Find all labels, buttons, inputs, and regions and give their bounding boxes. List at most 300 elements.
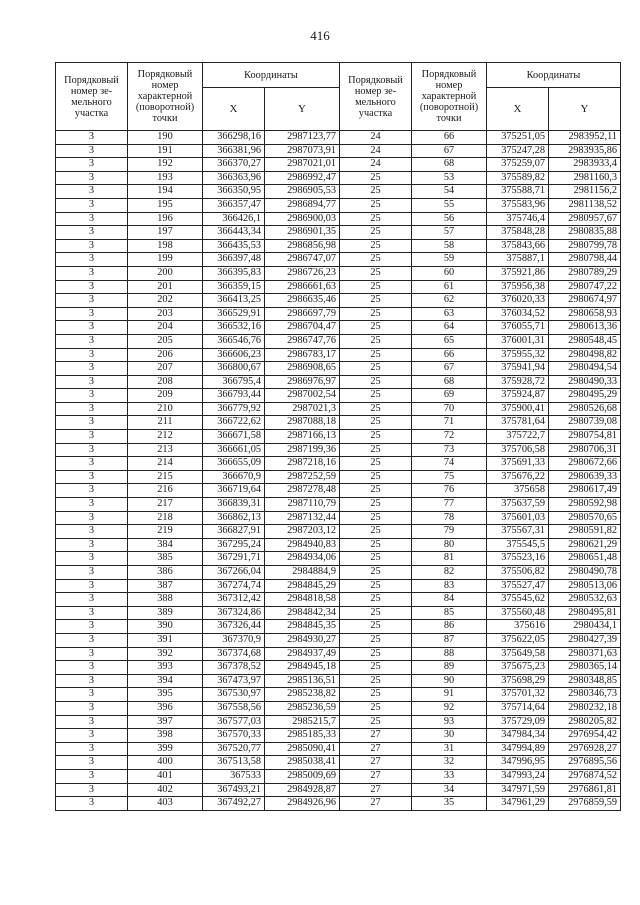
cell-x: 366719,64 <box>203 484 265 498</box>
cell-x-2: 347961,29 <box>487 797 549 811</box>
cell-x-2: 347984,34 <box>487 729 549 743</box>
cell-x: 367473,97 <box>203 674 265 688</box>
cell-point-no: 395 <box>128 688 203 702</box>
table-row <box>56 443 621 457</box>
cell-parcel-no: 3 <box>56 797 128 811</box>
cell-x-2: 375601,03 <box>487 511 549 525</box>
header-y-2: Y <box>549 88 621 131</box>
cell-point-no: 397 <box>128 715 203 729</box>
cell-y: 2986635,46 <box>265 294 340 308</box>
table-row <box>56 470 621 484</box>
cell-parcel-no-2: 24 <box>340 144 412 158</box>
cell-point-no: 384 <box>128 538 203 552</box>
cell-y-2: 2980490,33 <box>549 375 621 389</box>
cell-y: 2985185,33 <box>265 729 340 743</box>
cell-x: 366350,95 <box>203 185 265 199</box>
cell-point-no-2: 66 <box>412 348 487 362</box>
cell-x: 366839,31 <box>203 498 265 512</box>
cell-y-2: 2976859,59 <box>549 797 621 811</box>
cell-y-2: 2980526,68 <box>549 402 621 416</box>
cell-point-no-2: 92 <box>412 701 487 715</box>
cell-x: 366779,92 <box>203 402 265 416</box>
cell-x: 366298,16 <box>203 131 265 145</box>
cell-point-no-2: 55 <box>412 198 487 212</box>
cell-point-no: 213 <box>128 443 203 457</box>
cell-x-2: 375259,07 <box>487 158 549 172</box>
cell-x: 366722,62 <box>203 416 265 430</box>
cell-point-no-2: 87 <box>412 633 487 647</box>
cell-x: 366671,58 <box>203 430 265 444</box>
cell-parcel-no: 3 <box>56 443 128 457</box>
cell-y-2: 2980532,63 <box>549 593 621 607</box>
cell-point-no-2: 35 <box>412 797 487 811</box>
cell-parcel-no: 3 <box>56 402 128 416</box>
cell-parcel-no-2: 25 <box>340 321 412 335</box>
cell-y: 2984845,35 <box>265 620 340 634</box>
cell-y: 2984845,29 <box>265 579 340 593</box>
cell-point-no: 195 <box>128 198 203 212</box>
cell-x-2: 376055,71 <box>487 321 549 335</box>
table-row <box>56 430 621 444</box>
cell-x: 367570,33 <box>203 729 265 743</box>
cell-y-2: 2980798,44 <box>549 253 621 267</box>
cell-parcel-no: 3 <box>56 484 128 498</box>
cell-parcel-no: 3 <box>56 185 128 199</box>
cell-x-2: 375706,58 <box>487 443 549 457</box>
cell-point-no-2: 31 <box>412 742 487 756</box>
cell-y-2: 2981138,52 <box>549 198 621 212</box>
cell-parcel-no-2: 25 <box>340 552 412 566</box>
cell-y: 2984934,06 <box>265 552 340 566</box>
cell-parcel-no-2: 25 <box>340 661 412 675</box>
cell-point-no: 390 <box>128 620 203 634</box>
table-row <box>56 783 621 797</box>
table-row <box>56 294 621 308</box>
cell-x: 367312,42 <box>203 593 265 607</box>
cell-x: 367295,24 <box>203 538 265 552</box>
cell-y: 2987088,18 <box>265 416 340 430</box>
table-row <box>56 647 621 661</box>
cell-parcel-no: 3 <box>56 538 128 552</box>
cell-point-no-2: 91 <box>412 688 487 702</box>
cell-parcel-no: 3 <box>56 266 128 280</box>
cell-point-no: 217 <box>128 498 203 512</box>
table-row <box>56 606 621 620</box>
cell-parcel-no-2: 25 <box>340 294 412 308</box>
cell-x-2: 375589,82 <box>487 171 549 185</box>
cell-x: 366862,13 <box>203 511 265 525</box>
cell-point-no: 399 <box>128 742 203 756</box>
cell-point-no-2: 74 <box>412 457 487 471</box>
table-row <box>56 742 621 756</box>
cell-x: 366532,16 <box>203 321 265 335</box>
cell-x-2: 375843,66 <box>487 239 549 253</box>
cell-x-2: 375900,41 <box>487 402 549 416</box>
cell-y: 2986992,47 <box>265 171 340 185</box>
cell-parcel-no: 3 <box>56 375 128 389</box>
cell-parcel-no-2: 25 <box>340 620 412 634</box>
cell-point-no: 201 <box>128 280 203 294</box>
cell-parcel-no-2: 24 <box>340 131 412 145</box>
header-y: Y <box>265 88 340 131</box>
cell-parcel-no: 3 <box>56 783 128 797</box>
table-row <box>56 511 621 525</box>
cell-x-2: 375567,31 <box>487 525 549 539</box>
cell-y: 2986704,47 <box>265 321 340 335</box>
cell-x-2: 375622,05 <box>487 633 549 647</box>
cell-x: 367291,71 <box>203 552 265 566</box>
cell-parcel-no: 3 <box>56 715 128 729</box>
cell-point-no-2: 69 <box>412 389 487 403</box>
cell-parcel-no: 3 <box>56 470 128 484</box>
cell-point-no-2: 34 <box>412 783 487 797</box>
cell-parcel-no: 3 <box>56 253 128 267</box>
table-row <box>56 266 621 280</box>
cell-y-2: 2980672,66 <box>549 457 621 471</box>
cell-y-2: 2983952,11 <box>549 131 621 145</box>
cell-x: 367266,04 <box>203 566 265 580</box>
cell-point-no-2: 60 <box>412 266 487 280</box>
table-row <box>56 416 621 430</box>
cell-x: 367370,9 <box>203 633 265 647</box>
cell-point-no: 393 <box>128 661 203 675</box>
cell-point-no: 190 <box>128 131 203 145</box>
cell-y: 2987073,91 <box>265 144 340 158</box>
cell-x-2: 375781,64 <box>487 416 549 430</box>
table-row <box>56 253 621 267</box>
cell-point-no-2: 70 <box>412 402 487 416</box>
cell-x: 366395,83 <box>203 266 265 280</box>
table-header-row <box>56 63 621 88</box>
cell-y: 2987199,36 <box>265 443 340 457</box>
cell-point-no: 388 <box>128 593 203 607</box>
cell-y: 2984930,27 <box>265 633 340 647</box>
cell-point-no-2: 79 <box>412 525 487 539</box>
table-row <box>56 280 621 294</box>
cell-y-2: 2980346,73 <box>549 688 621 702</box>
table-row <box>56 457 621 471</box>
cell-x: 366795,4 <box>203 375 265 389</box>
table-row <box>56 239 621 253</box>
cell-x-2: 375251,05 <box>487 131 549 145</box>
cell-y: 2986856,98 <box>265 239 340 253</box>
cell-point-no-2: 66 <box>412 131 487 145</box>
cell-parcel-no: 3 <box>56 212 128 226</box>
cell-y-2: 2980427,39 <box>549 633 621 647</box>
cell-point-no: 386 <box>128 566 203 580</box>
table-row <box>56 538 621 552</box>
cell-point-no-2: 81 <box>412 552 487 566</box>
table-row <box>56 498 621 512</box>
cell-y-2: 2980570,65 <box>549 511 621 525</box>
cell-parcel-no: 3 <box>56 498 128 512</box>
cell-y: 2986901,35 <box>265 226 340 240</box>
cell-y-2: 2980739,08 <box>549 416 621 430</box>
cell-parcel-no: 3 <box>56 633 128 647</box>
header-point-no: Порядковый номер характерной (поворотной) точки <box>128 63 203 131</box>
cell-parcel-no-2: 27 <box>340 797 412 811</box>
table-body <box>56 131 621 811</box>
cell-parcel-no-2: 25 <box>340 307 412 321</box>
header-parcel-no-2: Порядковый номер зе-мельного участка <box>340 63 412 131</box>
cell-y-2: 2980754,81 <box>549 430 621 444</box>
cell-parcel-no: 3 <box>56 729 128 743</box>
cell-y-2: 2976895,56 <box>549 756 621 770</box>
cell-parcel-no-2: 25 <box>340 470 412 484</box>
cell-parcel-no: 3 <box>56 198 128 212</box>
cell-parcel-no: 3 <box>56 579 128 593</box>
table-row <box>56 198 621 212</box>
cell-y: 2987123,77 <box>265 131 340 145</box>
cell-parcel-no-2: 25 <box>340 498 412 512</box>
cell-point-no: 219 <box>128 525 203 539</box>
cell-parcel-no: 3 <box>56 593 128 607</box>
cell-x-2: 375698,29 <box>487 674 549 688</box>
cell-point-no: 192 <box>128 158 203 172</box>
cell-parcel-no: 3 <box>56 511 128 525</box>
cell-parcel-no-2: 25 <box>340 484 412 498</box>
cell-y-2: 2980205,82 <box>549 715 621 729</box>
cell-parcel-no-2: 25 <box>340 185 412 199</box>
cell-parcel-no: 3 <box>56 334 128 348</box>
table-row <box>56 131 621 145</box>
cell-parcel-no-2: 27 <box>340 729 412 743</box>
cell-parcel-no-2: 25 <box>340 457 412 471</box>
cell-parcel-no-2: 25 <box>340 334 412 348</box>
table-row <box>56 715 621 729</box>
cell-y-2: 2980232,18 <box>549 701 621 715</box>
table-row <box>56 674 621 688</box>
cell-point-no-2: 64 <box>412 321 487 335</box>
cell-point-no-2: 86 <box>412 620 487 634</box>
cell-y: 2984842,34 <box>265 606 340 620</box>
cell-y: 2986747,07 <box>265 253 340 267</box>
cell-parcel-no: 3 <box>56 416 128 430</box>
cell-point-no-2: 89 <box>412 661 487 675</box>
cell-x-2: 375658 <box>487 484 549 498</box>
cell-point-no-2: 78 <box>412 511 487 525</box>
cell-parcel-no-2: 25 <box>340 375 412 389</box>
cell-x-2: 376034,52 <box>487 307 549 321</box>
cell-point-no: 385 <box>128 552 203 566</box>
cell-parcel-no-2: 27 <box>340 783 412 797</box>
cell-x-2: 375545,62 <box>487 593 549 607</box>
cell-x-2: 375527,47 <box>487 579 549 593</box>
cell-y: 2985136,51 <box>265 674 340 688</box>
cell-parcel-no-2: 25 <box>340 566 412 580</box>
cell-x: 366370,27 <box>203 158 265 172</box>
cell-parcel-no: 3 <box>56 158 128 172</box>
cell-point-no: 387 <box>128 579 203 593</box>
cell-parcel-no-2: 25 <box>340 579 412 593</box>
cell-parcel-no-2: 25 <box>340 606 412 620</box>
cell-point-no: 400 <box>128 756 203 770</box>
cell-x-2: 375921,86 <box>487 266 549 280</box>
cell-parcel-no-2: 25 <box>340 212 412 226</box>
header-coordinates: Координаты <box>203 63 340 88</box>
cell-parcel-no: 3 <box>56 348 128 362</box>
cell-point-no-2: 59 <box>412 253 487 267</box>
cell-point-no: 392 <box>128 647 203 661</box>
cell-point-no: 205 <box>128 334 203 348</box>
cell-point-no-2: 76 <box>412 484 487 498</box>
header-x-2: X <box>487 88 549 131</box>
cell-x: 366426,1 <box>203 212 265 226</box>
cell-x-2: 375545,5 <box>487 538 549 552</box>
cell-parcel-no-2: 25 <box>340 647 412 661</box>
cell-parcel-no-2: 25 <box>340 198 412 212</box>
cell-x: 366397,48 <box>203 253 265 267</box>
table-row <box>56 769 621 783</box>
table-row <box>56 158 621 172</box>
cell-parcel-no-2: 25 <box>340 171 412 185</box>
cell-parcel-no-2: 25 <box>340 633 412 647</box>
cell-parcel-no: 3 <box>56 552 128 566</box>
cell-x: 367530,97 <box>203 688 265 702</box>
cell-y-2: 2976874,52 <box>549 769 621 783</box>
cell-y-2: 2980799,78 <box>549 239 621 253</box>
cell-y: 2987252,59 <box>265 470 340 484</box>
cell-x: 367577,03 <box>203 715 265 729</box>
cell-y-2: 2980498,82 <box>549 348 621 362</box>
cell-x: 367493,21 <box>203 783 265 797</box>
cell-parcel-no-2: 27 <box>340 742 412 756</box>
cell-parcel-no: 3 <box>56 280 128 294</box>
cell-point-no-2: 80 <box>412 538 487 552</box>
header-coordinates-2: Координаты <box>487 63 621 88</box>
cell-x: 367533 <box>203 769 265 783</box>
cell-y-2: 2980365,14 <box>549 661 621 675</box>
cell-x: 367324,86 <box>203 606 265 620</box>
cell-point-no-2: 67 <box>412 362 487 376</box>
header-point-no-2: Порядковый номер характерной (поворотной) точки <box>412 63 487 131</box>
cell-parcel-no: 3 <box>56 620 128 634</box>
table-row <box>56 389 621 403</box>
cell-parcel-no: 3 <box>56 674 128 688</box>
cell-point-no: 403 <box>128 797 203 811</box>
cell-point-no-2: 82 <box>412 566 487 580</box>
cell-y: 2987132,44 <box>265 511 340 525</box>
cell-point-no: 214 <box>128 457 203 471</box>
cell-x: 366793,44 <box>203 389 265 403</box>
cell-y: 2986747,76 <box>265 334 340 348</box>
cell-y: 2985236,59 <box>265 701 340 715</box>
cell-x-2: 375616 <box>487 620 549 634</box>
cell-x-2: 375637,59 <box>487 498 549 512</box>
cell-y: 2986900,03 <box>265 212 340 226</box>
cell-y-2: 2981160,3 <box>549 171 621 185</box>
cell-x-2: 375588,71 <box>487 185 549 199</box>
cell-parcel-no: 3 <box>56 131 128 145</box>
cell-point-no-2: 68 <box>412 375 487 389</box>
cell-y-2: 2980591,82 <box>549 525 621 539</box>
cell-x-2: 375701,32 <box>487 688 549 702</box>
cell-x-2: 375941,94 <box>487 362 549 376</box>
cell-y: 2986976,97 <box>265 375 340 389</box>
cell-y: 2986661,63 <box>265 280 340 294</box>
cell-y-2: 2980348,85 <box>549 674 621 688</box>
cell-x: 366800,67 <box>203 362 265 376</box>
cell-parcel-no-2: 25 <box>340 593 412 607</box>
table-row <box>56 362 621 376</box>
cell-parcel-no: 3 <box>56 566 128 580</box>
table-row <box>56 633 621 647</box>
cell-y: 2987110,79 <box>265 498 340 512</box>
cell-point-no: 199 <box>128 253 203 267</box>
table-row <box>56 661 621 675</box>
cell-y: 2984928,87 <box>265 783 340 797</box>
cell-x-2: 376001,31 <box>487 334 549 348</box>
cell-y: 2987021,01 <box>265 158 340 172</box>
cell-parcel-no-2: 25 <box>340 402 412 416</box>
cell-x: 367513,58 <box>203 756 265 770</box>
cell-y-2: 2980495,29 <box>549 389 621 403</box>
cell-y: 2985215,7 <box>265 715 340 729</box>
cell-point-no: 391 <box>128 633 203 647</box>
table-row <box>56 525 621 539</box>
cell-point-no: 197 <box>128 226 203 240</box>
cell-parcel-no-2: 25 <box>340 362 412 376</box>
cell-point-no: 193 <box>128 171 203 185</box>
table-row <box>56 307 621 321</box>
cell-point-no-2: 88 <box>412 647 487 661</box>
cell-x: 366363,96 <box>203 171 265 185</box>
table-row <box>56 484 621 498</box>
cell-point-no-2: 75 <box>412 470 487 484</box>
cell-point-no-2: 77 <box>412 498 487 512</box>
cell-point-no-2: 65 <box>412 334 487 348</box>
cell-point-no: 203 <box>128 307 203 321</box>
cell-parcel-no-2: 25 <box>340 715 412 729</box>
cell-point-no: 198 <box>128 239 203 253</box>
cell-x: 366435,53 <box>203 239 265 253</box>
cell-parcel-no-2: 27 <box>340 769 412 783</box>
cell-point-no-2: 30 <box>412 729 487 743</box>
cell-x-2: 347993,24 <box>487 769 549 783</box>
table-row <box>56 729 621 743</box>
cell-point-no-2: 85 <box>412 606 487 620</box>
cell-point-no: 211 <box>128 416 203 430</box>
cell-point-no: 208 <box>128 375 203 389</box>
cell-parcel-no: 3 <box>56 171 128 185</box>
table-row <box>56 212 621 226</box>
table-row <box>56 566 621 580</box>
cell-x: 366359,15 <box>203 280 265 294</box>
cell-y-2: 2980957,67 <box>549 212 621 226</box>
cell-y-2: 2976861,81 <box>549 783 621 797</box>
cell-point-no-2: 54 <box>412 185 487 199</box>
cell-y: 2986908,65 <box>265 362 340 376</box>
cell-point-no: 194 <box>128 185 203 199</box>
cell-point-no: 215 <box>128 470 203 484</box>
page-number: 416 <box>310 28 330 43</box>
cell-y-2: 2980706,31 <box>549 443 621 457</box>
cell-point-no: 396 <box>128 701 203 715</box>
table-row <box>56 552 621 566</box>
table-row <box>56 402 621 416</box>
table-row <box>56 171 621 185</box>
cell-point-no-2: 32 <box>412 756 487 770</box>
cell-y-2: 2976954,42 <box>549 729 621 743</box>
cell-parcel-no: 3 <box>56 239 128 253</box>
cell-x-2: 375956,38 <box>487 280 549 294</box>
cell-point-no: 206 <box>128 348 203 362</box>
cell-x-2: 375887,1 <box>487 253 549 267</box>
cell-y: 2986783,17 <box>265 348 340 362</box>
cell-parcel-no: 3 <box>56 661 128 675</box>
cell-x: 367374,68 <box>203 647 265 661</box>
cell-y-2: 2980621,29 <box>549 538 621 552</box>
